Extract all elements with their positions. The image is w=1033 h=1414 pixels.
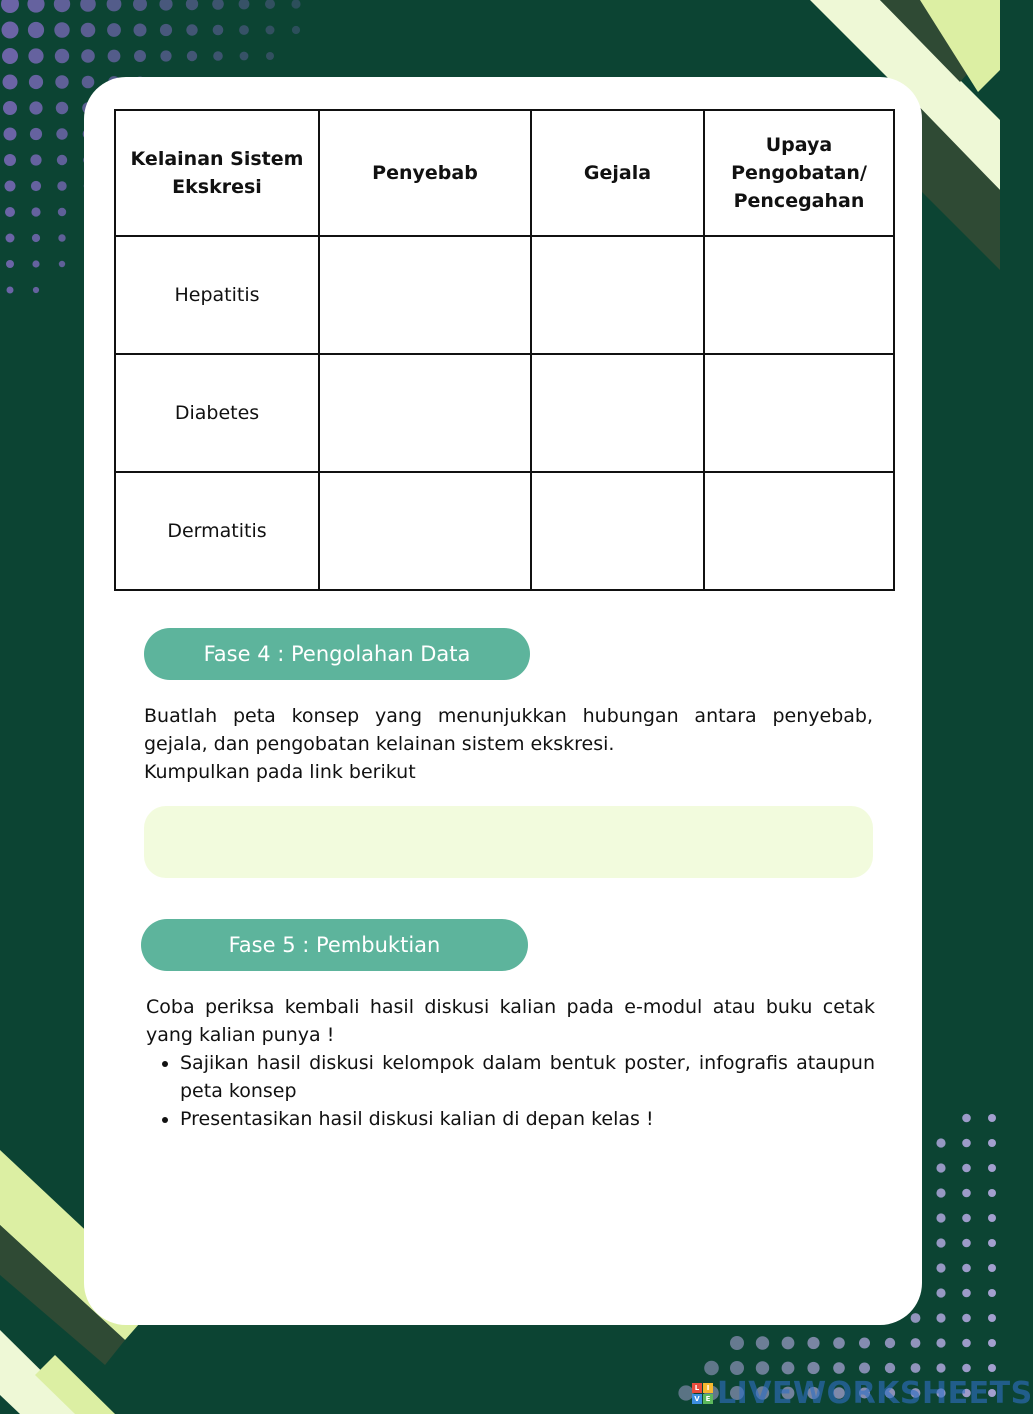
decorative-dot [988,1339,996,1347]
decorative-dot [962,1189,971,1198]
decorative-dot [266,52,274,60]
decorative-dot [988,1189,996,1197]
decorative-dot [28,48,43,63]
decorative-dot [962,1339,971,1348]
decorative-dot [807,1362,819,1374]
decorative-dot [6,260,14,268]
decorative-dot [782,1337,795,1350]
decorative-dot [32,260,39,267]
decorative-dot [28,22,44,38]
decorative-dot [962,1164,971,1173]
treatment-cell[interactable] [704,236,894,354]
decorative-dot [936,1313,945,1322]
decorative-dot [962,1289,971,1298]
decorative-dot [265,0,275,9]
decorative-dot [988,1164,996,1172]
decorative-dot [704,1361,719,1376]
decorative-dot [29,101,42,114]
decorative-dot [30,128,42,140]
decorative-dot [936,1238,945,1247]
decorative-dot [988,1289,996,1297]
decorative-dot [859,1338,870,1349]
watermark-text: LIVEWORKSHEETS [717,1376,1033,1411]
table-row [115,354,894,472]
decorative-dot [291,0,300,9]
decorative-dot [988,1264,996,1272]
fase4-instruction: Buatlah peta konsep yang menunjukkan hubungan antara penyebab, gejala, dan pengobatan kelainan sistem ekskresi. [144,705,873,755]
decorative-dot [988,1364,996,1372]
decorative-dot [936,1163,945,1172]
decorative-dot [4,154,16,166]
decorative-dot [2,48,18,64]
decorative-dot [240,52,249,61]
decorative-dot [266,26,275,35]
decorative-dot [936,1288,945,1297]
decorative-dot [833,1362,845,1374]
decorative-dot [55,49,69,63]
decorative-dot [885,1363,895,1373]
decorative-dot [859,1363,870,1374]
decorative-dot [107,0,122,11]
decorative-dot [2,22,19,39]
decorative-dot [962,1364,971,1373]
decorative-dot [81,23,96,38]
decorative-dot [31,181,41,191]
decorative-dot [186,0,198,10]
fase5-title: Fase 5 : Pembuktian [141,919,528,971]
decorative-dot [213,51,223,61]
decorative-dot [1,0,19,13]
header-cause: Penyebab [319,110,531,236]
decorative-dot [962,1314,971,1323]
decorative-dot [29,75,43,89]
cause-cell[interactable] [319,236,531,354]
link-answer-field[interactable] [144,806,873,878]
treatment-cell[interactable] [704,354,894,472]
decorative-dot [58,234,65,241]
decorative-dot [756,1336,769,1349]
decorative-dot [80,0,96,12]
decorative-dot [885,1338,895,1348]
decorative-dot [807,1337,819,1349]
decorative-dot [30,154,41,165]
decorative-dot [782,1362,795,1375]
disorder-name: Dermatitis [115,472,319,590]
decorative-dot [108,50,121,63]
decorative-dot [54,22,69,37]
table-row [115,472,894,590]
decorative-dot [911,1313,921,1323]
decorative-dot [5,181,16,192]
decorative-dot [239,0,250,9]
decorative-dot [936,1138,945,1147]
decorative-dot [3,101,17,115]
decorative-dot [292,26,300,34]
treatment-cell[interactable] [704,472,894,590]
decorative-dot [962,1139,971,1148]
decorative-dot [239,25,249,35]
decorative-dot [31,207,40,216]
decorative-dot [134,50,146,62]
decorative-dot [4,128,17,141]
decorative-dot [82,76,95,89]
decorative-dot [187,51,197,61]
decorative-dot [936,1188,945,1197]
decorative-dot [911,1338,921,1348]
fase5-intro: Coba periksa kembali hasil diskusi kalian pada e-modul atau buku cetak yang kalian punya ! [146,996,875,1046]
decorative-dot [133,0,147,11]
fase5-text [146,993,875,1133]
decorative-dot [159,0,172,11]
decorative-dot [911,1363,921,1373]
header-treatment: Upaya Pengobatan/ Pencegahan [704,110,894,236]
decorative-dot [56,102,68,114]
cause-cell[interactable] [319,472,531,590]
decorative-dot [55,75,68,88]
disorder-name: Diabetes [115,354,319,472]
decorative-dot [5,207,15,217]
header-symptom: Gejala [531,110,704,236]
symptom-cell[interactable] [531,354,704,472]
table-row [115,236,894,354]
decorative-dot [107,23,121,37]
decorative-dot [988,1139,996,1147]
decorative-dot [59,261,65,267]
decorative-dot [988,1214,996,1222]
decorative-dot [962,1114,971,1123]
decorative-dot [56,128,67,139]
symptom-cell[interactable] [531,236,704,354]
fase5-bullet-list [146,1049,875,1133]
disorder-name: Hepatitis [115,236,319,354]
fase4-text [144,702,873,786]
decorative-dot [160,24,172,36]
decorative-dot [134,24,147,37]
fase4-submit-note: Kumpulkan pada link berikut [144,761,416,783]
header-disorder: Kelainan Sistem Ekskresi [115,110,319,236]
decorative-dot [57,155,67,165]
decorative-dot [936,1338,945,1347]
decorative-dot [988,1239,996,1247]
list-item: • Presentasikan hasil diskusi kalian di depan kelas ! [180,1105,875,1133]
decorative-dot [160,50,171,61]
decorative-dot [7,287,14,294]
decorative-dot [962,1264,971,1273]
decorative-dot [212,0,224,10]
decorative-dot [988,1314,996,1322]
decorative-dot [27,0,44,13]
decorative-dot [81,49,95,63]
decorative-dot [936,1363,945,1372]
decorative-dot [730,1336,744,1350]
decorative-dot [730,1361,744,1375]
disorder-table [114,109,895,591]
cause-cell[interactable] [319,354,531,472]
decorative-dot [58,208,66,216]
decorative-dot [962,1214,971,1223]
symptom-cell[interactable] [531,472,704,590]
decorative-dot [3,75,18,90]
decorative-dot [32,234,40,242]
decorative-dot [54,0,70,12]
liveworksheets-logo-icon: L I V E [692,1383,713,1404]
decorative-dot [936,1213,945,1222]
fase4-title: Fase 4 : Pengolahan Data [144,628,530,680]
decorative-dot [57,181,66,190]
decorative-dot [962,1239,971,1248]
table-header-row [115,110,894,236]
decorative-dot [186,24,197,35]
decorative-dot [988,1114,996,1122]
decorative-dot [756,1361,769,1374]
decorative-dot [936,1263,945,1272]
decorative-dot [833,1337,845,1349]
decorative-dot [6,234,15,243]
list-item: • Sajikan hasil diskusi kelompok dalam bentuk poster, infografis ataupun peta konsep [180,1049,875,1105]
liveworksheets-watermark [692,1376,1033,1411]
decorative-dot [33,287,39,293]
decorative-dot [213,25,224,36]
